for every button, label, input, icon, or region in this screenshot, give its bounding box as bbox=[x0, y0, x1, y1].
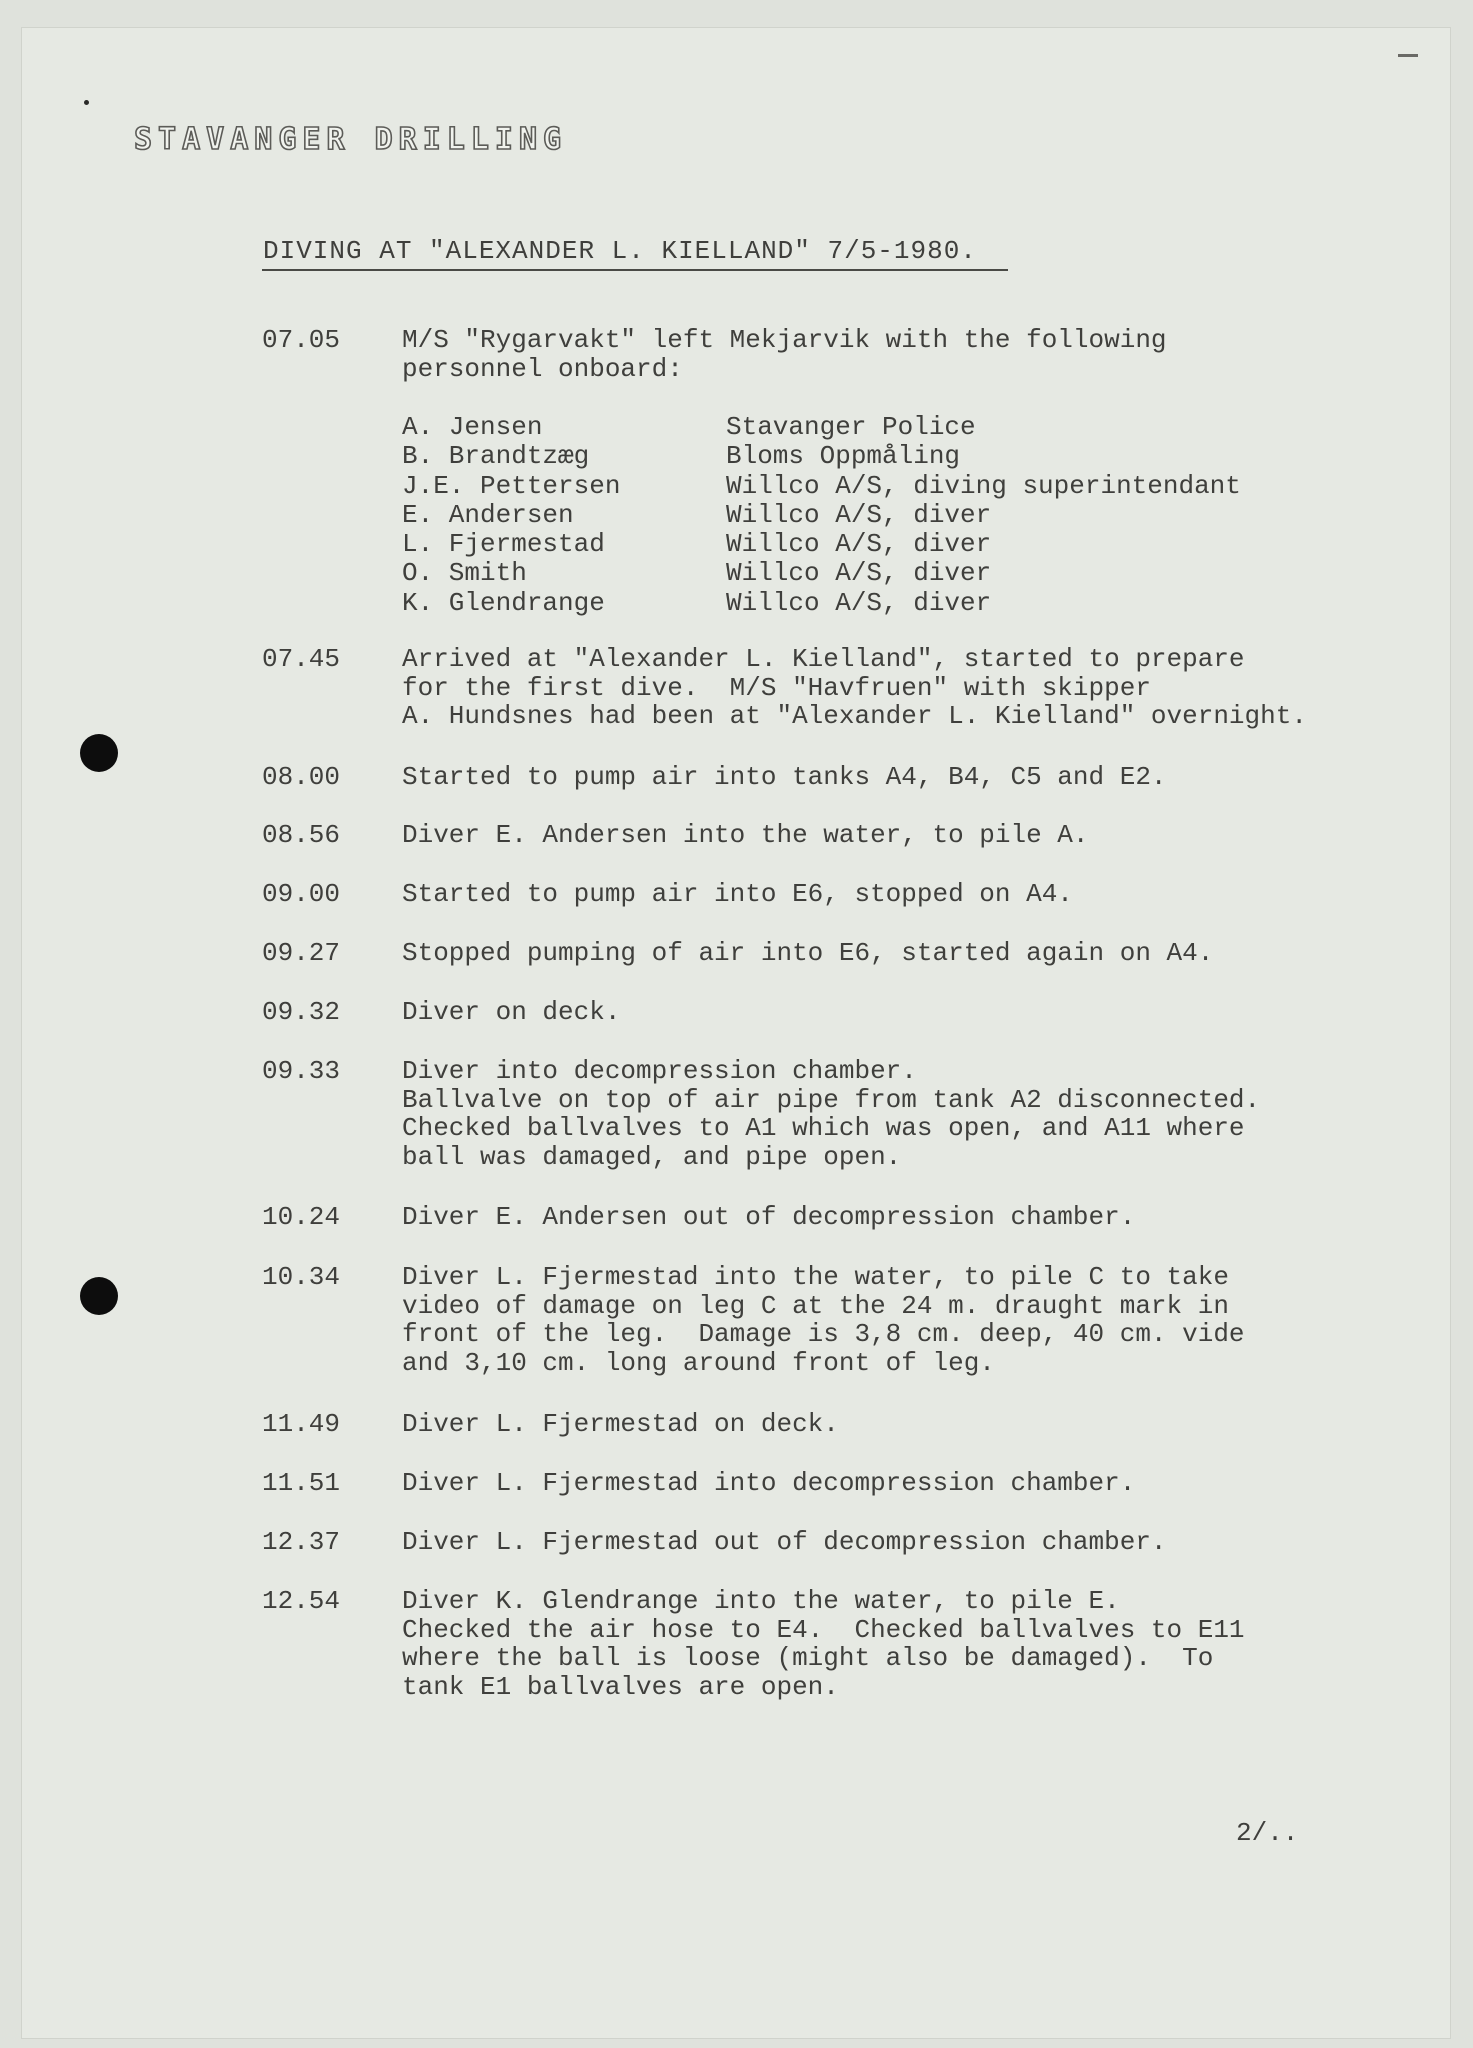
personnel-name: K. Glendrange bbox=[402, 587, 605, 618]
entry-text: video of damage on leg C at the 24 m. draught mark in bbox=[402, 1290, 1229, 1321]
entry-time: 07.05 bbox=[262, 325, 341, 355]
entry-text: Started to pump air into E6, stopped on A4. bbox=[402, 879, 1073, 909]
entry-text: tank E1 ballvalves are open. bbox=[402, 1671, 839, 1702]
entry-text: Ballvalve on top of air pipe from tank A2 disconnected. bbox=[402, 1084, 1261, 1115]
personnel-name: O. Smith bbox=[402, 558, 527, 589]
entry-text: Diver E. Andersen out of decompression chamber. bbox=[402, 1202, 1136, 1232]
personnel-affiliation: Willco A/S, diver bbox=[726, 587, 992, 618]
personnel-name: L. Fjermestad bbox=[402, 529, 605, 560]
entry-text: Diver L. Fjermestad on deck. bbox=[402, 1409, 839, 1439]
entry-time: 08.00 bbox=[262, 762, 341, 792]
entry-text: Stopped pumping of air into E6, started again on A4. bbox=[402, 938, 1214, 968]
entry-text: A. Hundsnes had been at "Alexander L. Kielland" overnight. bbox=[402, 701, 1307, 731]
entry-text: Diver on deck. bbox=[402, 997, 621, 1027]
ink-speck bbox=[84, 100, 89, 105]
personnel-affiliation: Bloms Oppmåling bbox=[726, 441, 961, 472]
entry-text: where the ball is loose (might also be damaged). To bbox=[402, 1643, 1214, 1673]
personnel-affiliation: Willco A/S, diver bbox=[726, 558, 992, 589]
entry-time: 10.34 bbox=[262, 1262, 341, 1292]
personnel-row bbox=[402, 501, 1241, 530]
personnel-list bbox=[402, 413, 1241, 618]
entry-text: Diver L. Fjermestad into the water, to pile C to take bbox=[402, 1262, 1229, 1292]
document-title: DIVING AT "ALEXANDER L. KIELLAND" 7/5-1980. bbox=[263, 236, 977, 266]
entry-time: 11.51 bbox=[262, 1468, 341, 1498]
entry-text: Started to pump air into tanks A4, B4, C5 and E2. bbox=[402, 762, 1167, 792]
personnel-row bbox=[402, 589, 1241, 618]
entry-text: Diver L. Fjermestad out of decompression chamber. bbox=[402, 1527, 1167, 1557]
entry-text: ball was damaged, and pipe open. bbox=[402, 1141, 902, 1172]
entry-time: 09.00 bbox=[262, 879, 341, 909]
personnel-name: J.E. Pettersen bbox=[402, 470, 621, 501]
personnel-affiliation: Willco A/S, diver bbox=[726, 529, 992, 560]
entry-time: 09.33 bbox=[262, 1056, 341, 1086]
entry-time: 11.49 bbox=[262, 1409, 341, 1439]
personnel-affiliation: Stavanger Police bbox=[726, 412, 976, 442]
entry-text: Diver K. Glendrange into the water, to pile E. bbox=[402, 1586, 1120, 1616]
personnel-row bbox=[402, 530, 1241, 559]
entry-text: Diver E. Andersen into the water, to pile A. bbox=[402, 820, 1089, 850]
entry-text: Arrived at "Alexander L. Kielland", started to prepare bbox=[402, 644, 1245, 674]
personnel-row bbox=[402, 413, 1241, 442]
entry-text: for the first dive. M/S "Havfruen" with skipper bbox=[402, 672, 1151, 703]
entry-time: 12.37 bbox=[262, 1527, 341, 1557]
page-number: 2/.. bbox=[1236, 1818, 1299, 1848]
personnel-row bbox=[402, 472, 1241, 501]
entry-text: and 3,10 cm. long around front of leg. bbox=[402, 1347, 995, 1378]
entry-text: M/S "Rygarvakt" left Mekjarvik with the following bbox=[402, 325, 1167, 355]
personnel-name: A. Jensen bbox=[402, 412, 543, 442]
personnel-name: B. Brandtzæg bbox=[402, 441, 590, 472]
entry-text: Diver into decompression chamber. bbox=[402, 1056, 917, 1086]
personnel-affiliation: Willco A/S, diver bbox=[726, 499, 992, 530]
personnel-row bbox=[402, 442, 1241, 471]
punch-hole-icon bbox=[80, 734, 118, 772]
entry-text: Checked the air hose to E4. Checked ballvalves to E11 bbox=[402, 1614, 1245, 1645]
entry-time: 12.54 bbox=[262, 1586, 341, 1616]
entry-time: 10.24 bbox=[262, 1202, 341, 1232]
punch-hole-icon bbox=[80, 1277, 118, 1315]
entry-text: personnel onboard: bbox=[402, 353, 683, 384]
personnel-affiliation: Willco A/S, diving superintendant bbox=[726, 470, 1241, 501]
entry-time: 09.32 bbox=[262, 997, 341, 1027]
entry-time: 09.27 bbox=[262, 938, 341, 968]
entry-time: 07.45 bbox=[262, 644, 341, 674]
entry-text: front of the leg. Damage is 3,8 cm. deep, 40 cm. vide bbox=[402, 1319, 1245, 1349]
ink-speck bbox=[1398, 54, 1418, 57]
letterhead: STAVANGER DRILLING bbox=[134, 122, 568, 157]
title-underline bbox=[262, 269, 1008, 271]
entry-text: Checked ballvalves to A1 which was open, and A11 where bbox=[402, 1113, 1245, 1143]
personnel-name: E. Andersen bbox=[402, 499, 574, 530]
entry-text: Diver L. Fjermestad into decompression chamber. bbox=[402, 1468, 1136, 1498]
personnel-row bbox=[402, 559, 1241, 588]
entry-time: 08.56 bbox=[262, 820, 341, 850]
